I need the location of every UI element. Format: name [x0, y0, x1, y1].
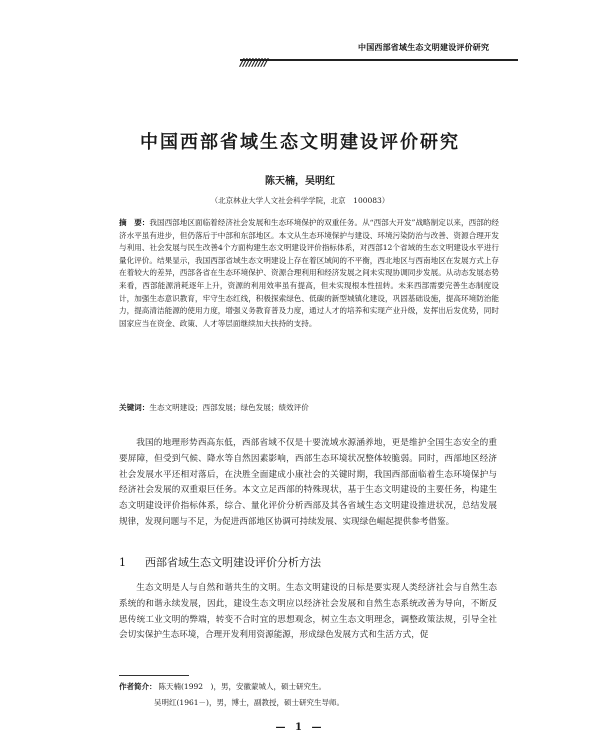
section-paragraph: 生态文明是人与自然和谐共生的文明。生态文明建设的日标是要实现人类经济社会与自然生态系统的和谐永续发展，因此，建设生态文明应以经济社会发展和自然生态系统改善为导向，不断反思传统工业文明的弊端，转变不合时宜的思想观念，树立生态文明理念，调整政策法规，引导全社会切实保护生态环境，合理开发利用资源能源，形成绿色发展方式和生活方式，促: [119, 583, 497, 641]
intro-paragraph: 我国的地理形势西高东低，西部省域不仅是十要流域水源涵养地，更是维护全国生态安全的重要屏障，但受到气候、降水等自然因素影响，西部生态环境状况整体较脆弱。同时，西部地区经济社会发展水平还相对落后，在決胜全面建成小康社会的关键时期，我国西部面临着生态环境保护与经济社会发展的双重艰巨任务。本文立足西部的特殊现状，基于生态文明建设的主要任务，构建生态文明建设评价指标体系，综合、量化评价分析西部及其各省域生态文明建设推进状况，总结发展规律，发现问题与不足，为促进西部地区协调可持续发展、实现绿色崛起提供参考借鉴。: [119, 438, 497, 527]
page-number: — 1 —: [275, 722, 325, 733]
abstract-text: 我国西部地区面临着经济社会发展和生态环境保护的双重任务。从“西部大开发”战略制定以来，西部的经济水平虽有进步，但仍落后于中部和东部地区。本文从生态环境保护与建设、环境污染防治与改善、资源合理开发与利用、社会发展与民生改善4个方面构建生态文明建设评价指标体系，对西部12个省域的生态文明建设水平进行量化评价。结果显示，我国西部省域生态文明建设上存在着区域间的不平衡，西北地区与西南地区在发展方式上存在着较大的差异，西部各省在生态环境保护、资源合理利用和经济发展之间未实现协调同步发展。从动态发展态势来看，西部能源消耗逐年上升，资源的利用效率虽有提高，但未实现根本性扭转。未来西部需要完善生态制度设计，加强生态意识教育，牢守生态红线，积极探索绿色、低碳的新型城镇化建设，巩固基础设施，提高环境防治能力，提高清洁能源的使用力度，增强义务教育普及力度，通过人才的培养和实现产业升级，发挥出后发优势，同时国家应当在资金、政策、人才等层面继续加大扶持的支持。: [119, 218, 499, 328]
paper-authors: 陈天楠，吴明红: [265, 176, 335, 187]
footnote-label: 作者简介：: [119, 682, 157, 691]
keywords-label: 关键词：: [119, 403, 150, 412]
footnote-author-1-text: 陈天楠(1992 )，男，安徽蒙城人，硕士研究生。: [158, 682, 326, 691]
footnote-author-1: [119, 681, 326, 692]
section-title: 西部省域生态文明建设评价分析方法: [145, 556, 321, 569]
keywords-text: 生态文明建设；西部发展；绿色发展；绩效评价: [149, 403, 309, 412]
paper-title: 中国西部省域生态文明建设评价研究: [140, 132, 460, 153]
footnote-rule: [119, 675, 189, 676]
section-heading: [119, 554, 321, 570]
abstract: [119, 217, 499, 330]
abstract-label: 摘 要：: [119, 218, 150, 227]
section-number: 1: [119, 556, 126, 569]
paper-affiliation: （北京林业大学人文社会科学学院，北京 100083）: [210, 196, 390, 205]
header-slash-decoration: /////////: [240, 56, 268, 69]
footnote-author-2: 吴明红(1961－)，男，博士，副教授，硕士研究生导师。: [154, 698, 344, 707]
running-header-title: 中国西部省域生态文明建设评价研究: [358, 43, 490, 52]
keywords: [119, 402, 499, 414]
